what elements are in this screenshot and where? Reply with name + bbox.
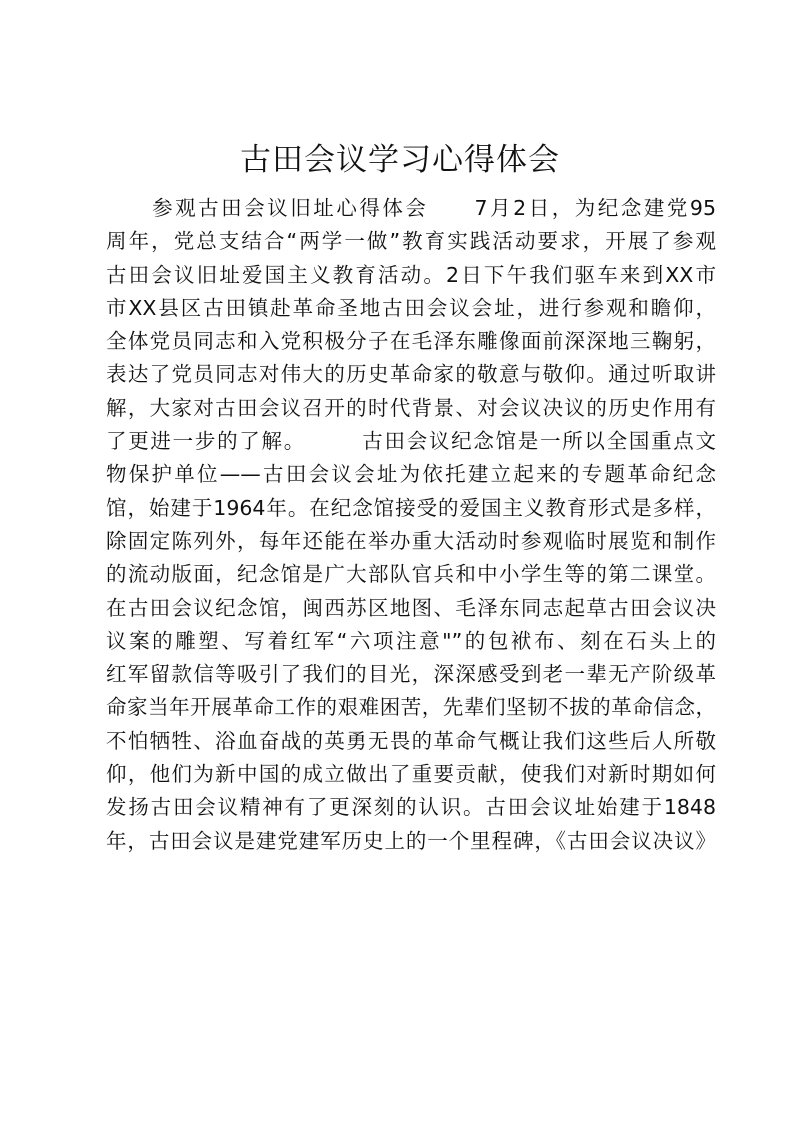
body-line: 周年，党总支结合“两学一做”教育实践活动要求，开展了参观	[106, 229, 716, 254]
body-line: 解，大家对古田会议召开的时代背景、对会议决议的历史作用有	[106, 395, 716, 420]
body-line: 年，古田会议是建党建军历史上的一个里程碑，《古田会议决议》	[106, 828, 716, 853]
body-line: 在古田会议纪念馆，闽西苏区地图、毛泽东同志起草古田会议决	[106, 595, 716, 620]
body-line: 议案的雕塑、写着红军“六项注意"”的包袱布、刻在石头上的	[106, 628, 716, 653]
body-line: 仰，他们为新中国的成立做出了重要贡献，使我们对新时期如何	[106, 762, 716, 787]
document-title: 古田会议学习心得体会	[240, 142, 560, 178]
body-line: 馆，始建于1964年。在纪念馆接受的爱国主义教育形式是多样，	[106, 495, 716, 520]
body-line: 的流动版面，纪念馆是广大部队官兵和中小学生等的第二课堂。	[106, 562, 716, 587]
body-line: 命家当年开展革命工作的艰难困苦，先辈们坚韧不拔的革命信念，	[106, 695, 716, 720]
body-line: 全体党员同志和入党积极分子在毛泽东雕像面前深深地三鞠躬，	[106, 329, 716, 354]
document-body	[106, 192, 716, 858]
body-line: 除固定陈列外，每年还能在举办重大活动时参观临时展览和制作	[106, 528, 716, 553]
body-line: 表达了党员同志对伟大的历史革命家的敬意与敬仰。通过听取讲	[106, 362, 716, 387]
body-line: 了更进一步的了解。 古田会议纪念馆是一所以全国重点文	[106, 429, 716, 454]
body-line: 市XX县区古田镇赴革命圣地古田会议会址，进行参观和瞻仰，	[106, 295, 716, 320]
body-line: 古田会议旧址爱国主义教育活动。2日下午我们驱车来到XX市	[106, 262, 716, 287]
body-line: 物保护单位——古田会议会址为依托建立起来的专题革命纪念	[106, 462, 716, 487]
body-line: 参观古田会议旧址心得体会 7月2日，为纪念建党95	[106, 196, 716, 220]
body-line: 不怕牺牲、浴血奋战的英勇无畏的革命气概让我们这些后人所敬	[106, 728, 716, 753]
body-line: 红军留款信等吸引了我们的目光，深深感受到老一辈无产阶级革	[106, 662, 716, 687]
body-line: 发扬古田会议精神有了更深刻的认识。古田会议址始建于1848	[106, 795, 716, 820]
